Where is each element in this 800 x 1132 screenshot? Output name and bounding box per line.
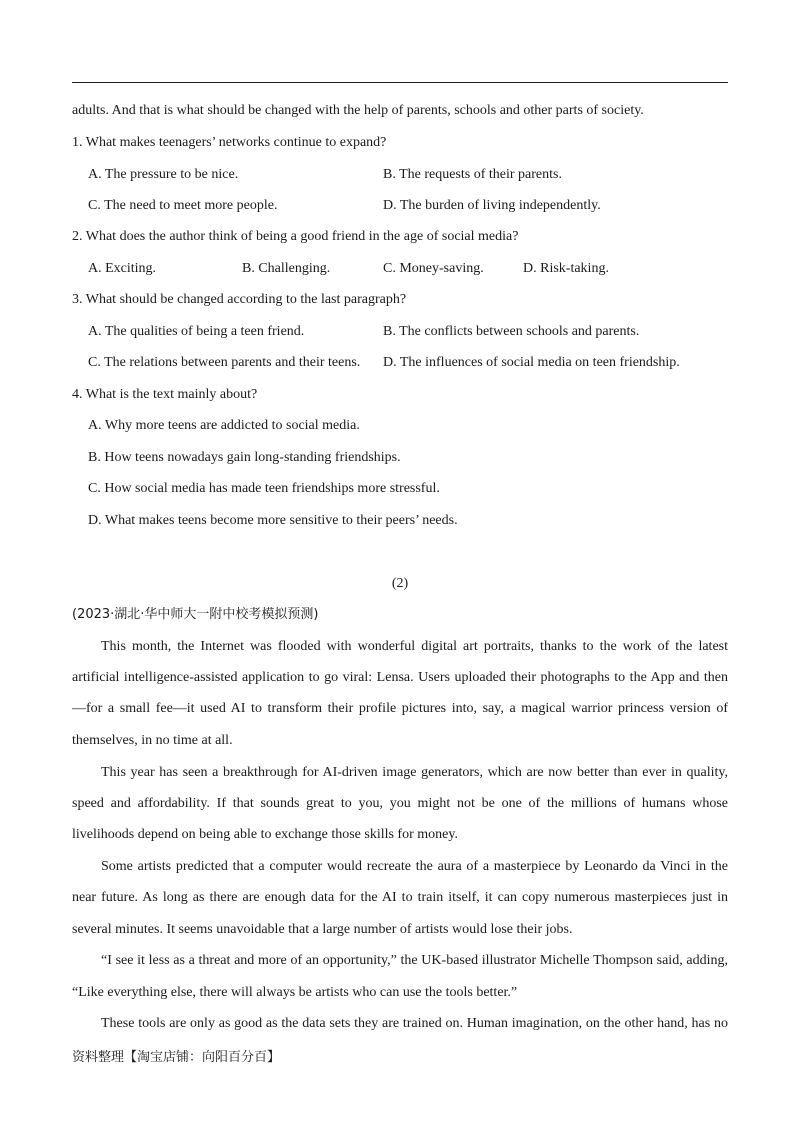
question-4-option-c: C. How social media has made teen friendships more stressful. [88,481,440,496]
question-1-option-d: D. The burden of living independently. [383,198,601,213]
passage-p1-line-4: themselves, in no time at all. [72,733,233,748]
passage-p3-line-1: Some artists predicted that a computer would recreate the aura of a masterpiece by Leonardo da Vinci in the [101,859,728,874]
question-4-option-b: B. How teens nowadays gain long-standing friendships. [88,450,401,465]
question-2-stem: 2. What does the author think of being a good friend in the age of social media? [72,229,519,244]
question-2-option-d: D. Risk-taking. [523,261,609,276]
passage-p1-line-3: —for a small fee—it used AI to transform their profile pictures into, say, a magical warrior princess version of [72,701,728,716]
passage-tail: adults. And that is what should be changed with the help of parents, schools and other parts of society. [72,103,644,118]
footer-source-note: 资料整理【淘宝店铺：向阳百分百】 [72,1050,281,1065]
passage-p3-line-2: near future. As long as there are enough data for the AI to train itself, it can copy numerous masterpieces just in [72,890,728,905]
question-1-stem: 1. What makes teenagers’ networks continue to expand? [72,135,387,150]
question-1-option-a: A. The pressure to be nice. [88,167,239,182]
question-2-option-c: C. Money-saving. [383,261,484,276]
passage-p3-line-3: several minutes. It seems unavoidable that a large number of artists would lose their jobs. [72,922,573,937]
question-1-option-c: C. The need to meet more people. [88,198,278,213]
passage-p2-line-3: livelihoods depend on being able to exchange those skills for money. [72,827,458,842]
question-4-option-a: A. Why more teens are addicted to social media. [88,418,360,433]
question-3-stem: 3. What should be changed according to the last paragraph? [72,292,407,307]
section-number: (2) [391,576,409,591]
passage-p5-line-1: These tools are only as good as the data sets they are trained on. Human imagination, on the other hand, has no [101,1016,728,1031]
question-4-option-d: D. What makes teens become more sensitive to their peers’ needs. [88,513,458,528]
question-3-option-b: B. The conflicts between schools and parents. [383,324,640,339]
header-rule [72,82,728,83]
passage-p1-line-2: artificial intelligence-assisted application to go viral: Lensa. Users uploaded their photographs to the App and then [72,670,728,685]
passage-p1-line-1: This month, the Internet was flooded with wonderful digital art portraits, thanks to the work of the latest [101,639,728,654]
passage-p2-line-2: speed and affordability. If that sounds great to you, you might not be one of the millions of humans whose [72,796,728,811]
passage-p2-line-1: This year has seen a breakthrough for AI-driven image generators, which are now better than ever in quality, [101,765,728,780]
question-3-option-d: D. The influences of social media on teen friendship. [383,355,680,370]
question-2-option-b: B. Challenging. [242,261,331,276]
question-2-option-a: A. Exciting. [88,261,157,276]
question-3-option-a: A. The qualities of being a teen friend. [88,324,305,339]
question-3-option-c: C. The relations between parents and their teens. [88,355,361,370]
passage-p4-line-2: “Like everything else, there will always be artists who can use the tools better.” [72,985,518,1000]
passage-p4-line-1: “I see it less as a threat and more of an opportunity,” the UK-based illustrator Michelle Thompson said, adding, [101,953,728,968]
question-4-stem: 4. What is the text mainly about? [72,387,258,402]
source-label: (2023·湖北·华中师大一附中校考模拟预测) [72,607,319,622]
question-1-option-b: B. The requests of their parents. [383,167,562,182]
